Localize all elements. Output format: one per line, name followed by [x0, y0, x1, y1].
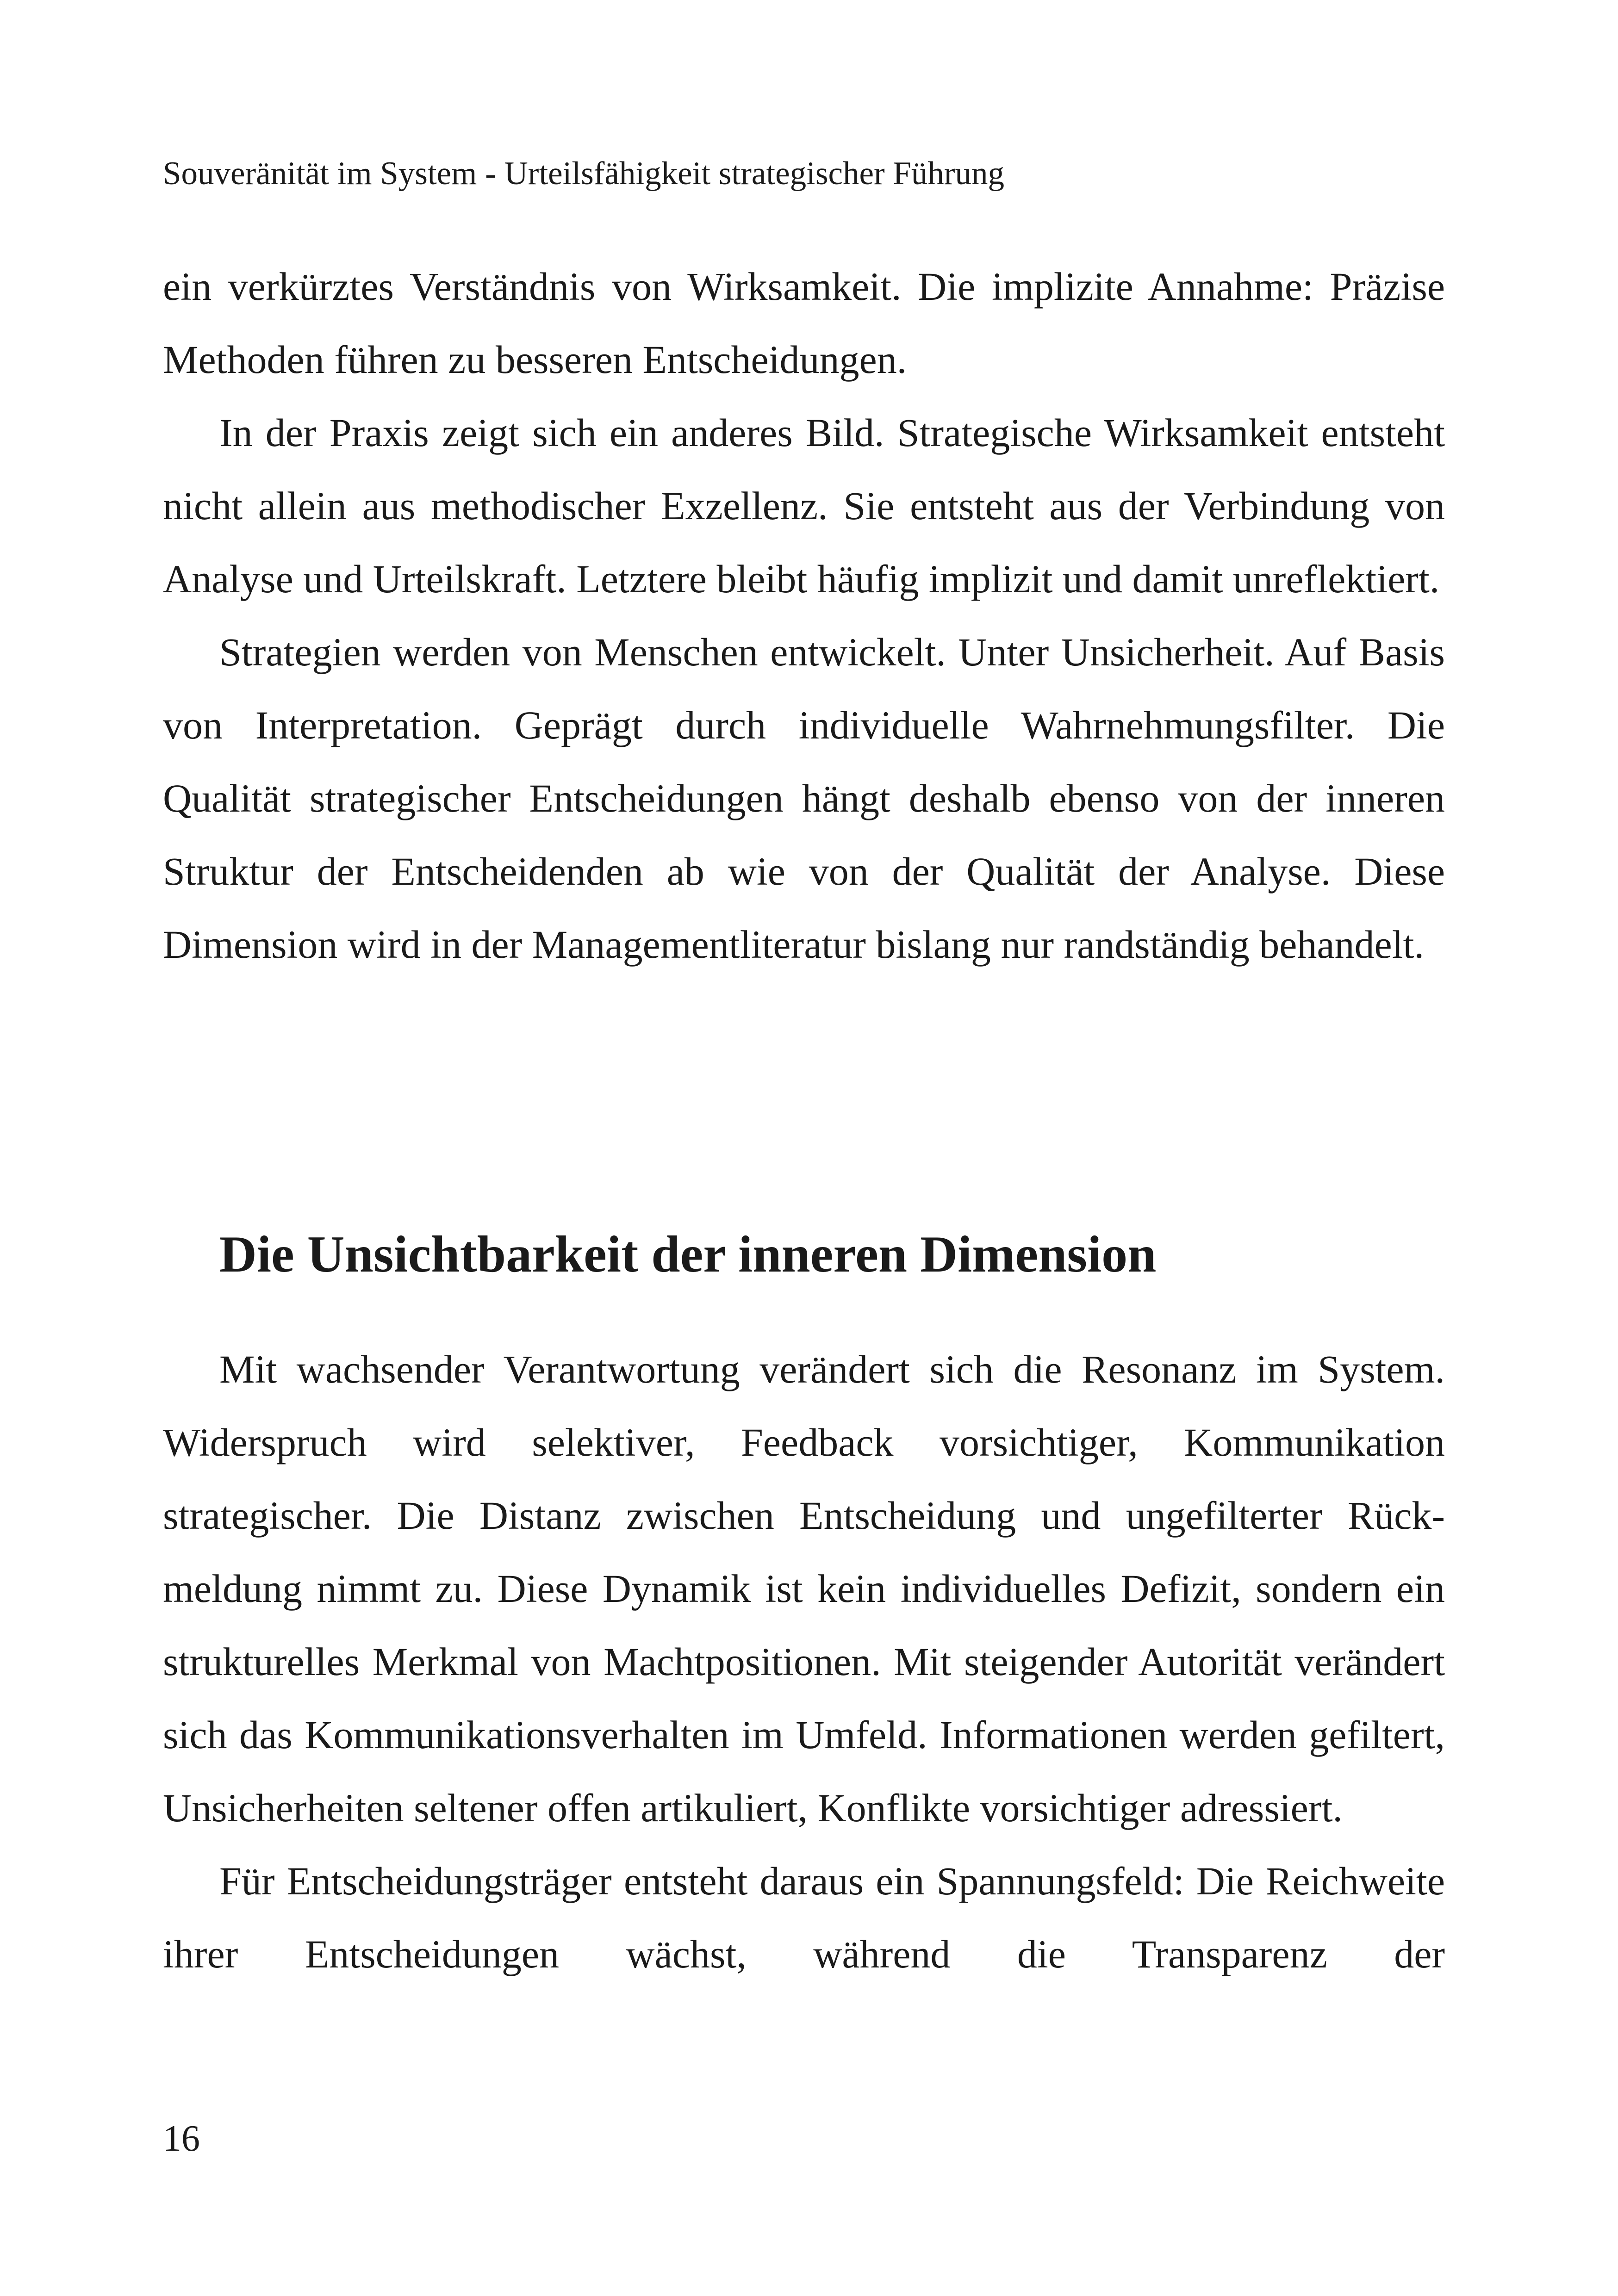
body-text-before-heading	[163, 250, 1445, 981]
paragraph: Für Entscheidungsträger entsteht daraus ein Spannungsfeld: Die Reichweite ihrer Entscheidungen wächst, während die Transparenz der	[163, 1859, 1445, 1976]
paragraph: In der Praxis zeigt sich ein anderes Bild. Strategische Wirksamkeit entsteht nicht allein aus methodischer Exzellenz. Sie entsteht aus der Verbindung von Analyse und Urteilskraft. Letztere bleibt häufig implizit und damit unreflektiert.	[163, 410, 1445, 601]
page-number: 16	[163, 2118, 200, 2159]
section-heading: Die Unsichtbarkeit der inneren Dimension	[219, 1226, 1157, 1283]
section-body-text	[163, 1333, 1445, 1991]
paragraph: Strategien werden von Menschen entwickelt. Unter Unsicherheit. Auf Basis von Interpretation. Geprägt durch individuelle Wahrnehmungsfilter. Die Qualität strategischer Entscheidungen hängt deshalb ebenso von der inneren Struktur der Entscheidenden ab wie von der Qualität der Analyse. Diese Dimension wird in der Managementliteratur bislang nur randständig behandelt.	[163, 630, 1445, 967]
paragraph: ein verkürztes Verständnis von Wirksamkeit. Die implizite Annahme: Präzise Methoden führen zu besseren Entscheidungen.	[163, 264, 1445, 382]
running-header: Souveränität im System - Urteilsfähigkeit strategischer Führung	[163, 155, 1005, 192]
paragraph: Mit wachsender Verantwortung verändert sich die Resonanz im System. Widerspruch wird selektiver, Feedback vorsichtiger, Kommunikation strategischer. Die Distanz zwischen Entscheidung und ungefilterter Rückmeldung nimmt zu. Diese Dynamik ist kein individuelles Defizit, sondern ein strukturelles Merkmal von Machtpositionen. Mit steigender Autorität verändert sich das Kommunikationsverhalten im Umfeld. Informationen werden gefiltert, Unsicherheiten seltener offen artikuliert, Konflikte vorsichtiger adressiert.	[163, 1347, 1445, 1830]
